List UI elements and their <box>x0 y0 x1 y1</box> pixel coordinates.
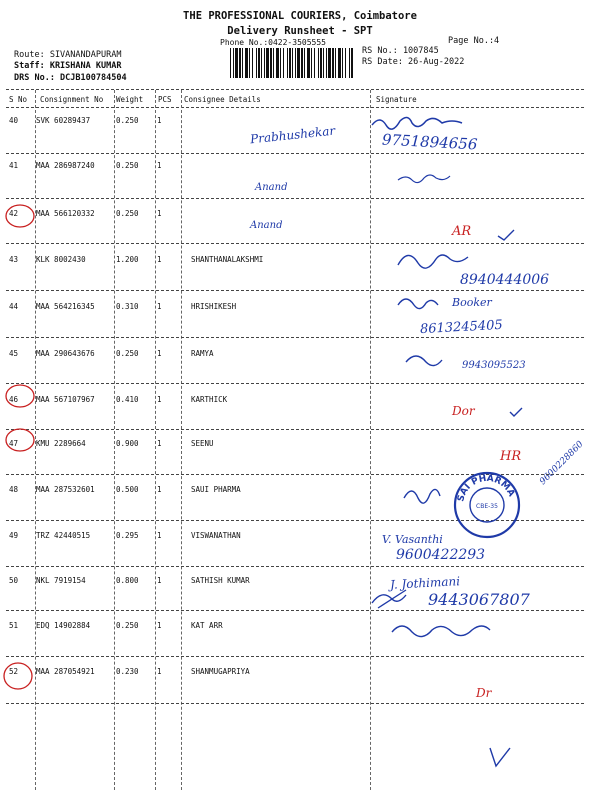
handwritten-note: Booker <box>452 296 492 309</box>
barcode-bar <box>276 48 279 78</box>
row-consignee: VISWANATHAN <box>191 531 241 540</box>
row-pcs: 1 <box>157 531 162 540</box>
header-bottom-rule <box>6 107 584 108</box>
row-consignee: SHANTHANALAKSHMI <box>191 255 264 264</box>
barcode-bar <box>345 48 346 78</box>
row-divider <box>6 656 584 657</box>
row-sno: 40 <box>9 116 19 125</box>
page-number: Page No.:4 <box>448 36 500 46</box>
runsheet-subtitle: Delivery Runsheet - SPT <box>227 25 373 37</box>
row-weight: 0.800 <box>116 576 139 585</box>
barcode-bar <box>287 48 288 78</box>
barcode-bar <box>292 48 293 78</box>
barcode-bar <box>314 48 315 78</box>
row-consignee: HRISHIKESH <box>191 302 237 311</box>
barcode-bar <box>249 48 250 78</box>
col-pcs: PCS <box>158 95 172 104</box>
handwritten-mark: Dr <box>476 686 492 700</box>
row-consignment: MAA 564216345 <box>36 302 95 311</box>
barcode-bar <box>270 48 272 78</box>
row-weight: 0.500 <box>116 485 139 494</box>
row-pcs: 1 <box>157 209 162 218</box>
table-row <box>0 157 600 204</box>
handwritten-name: V. Vasanthi <box>382 533 443 546</box>
row-pcs: 1 <box>157 439 162 448</box>
barcode-bar <box>242 48 243 78</box>
handwritten-name: J. Jothimani <box>389 574 461 592</box>
company-title: THE PROFESSIONAL COURIERS, Coimbatore <box>183 10 417 22</box>
row-weight: 0.250 <box>116 209 139 218</box>
barcode-bar <box>283 48 284 78</box>
row-weight: 0.295 <box>116 531 139 540</box>
barcode-bar <box>335 48 336 78</box>
row-pcs: 1 <box>157 116 162 125</box>
barcode-bar <box>328 48 331 78</box>
phone-number: Phone No.:0422-3505555 <box>220 38 326 47</box>
row-divider <box>6 198 584 199</box>
col-consignment: Consignment No <box>40 95 104 104</box>
col-sno: S No <box>9 95 28 104</box>
row-pcs: 1 <box>157 395 162 404</box>
handwritten-phone: 9943095523 <box>462 360 526 371</box>
rs-number: RS No.: 1007845 <box>362 46 439 56</box>
barcode-bar <box>273 48 274 78</box>
row-weight: 0.310 <box>116 302 139 311</box>
row-consignee: KARTHICK <box>191 395 228 404</box>
rs-date: RS Date: 26-Aug-2022 <box>362 57 465 67</box>
row-sno: 51 <box>9 621 19 630</box>
handwritten-phone: 9751894656 <box>381 130 478 154</box>
barcode-bar <box>307 48 310 78</box>
row-consignment: MAA 287532601 <box>36 485 95 494</box>
barcode-bar <box>323 48 324 78</box>
barcode-bar <box>342 48 343 78</box>
handwritten-phone: 9443067807 <box>428 590 530 609</box>
row-weight: 0.250 <box>116 116 139 125</box>
row-pcs: 1 <box>157 302 162 311</box>
row-consignee: SEENU <box>191 439 214 448</box>
handwritten-phone: 9600228860 <box>538 439 586 488</box>
row-sno: 47 <box>9 439 19 448</box>
table-row <box>0 391 600 438</box>
row-divider <box>6 290 584 291</box>
barcode-bar <box>245 48 248 78</box>
barcode-bar <box>233 48 234 78</box>
row-consignment: MAA 566120332 <box>36 209 95 218</box>
handwritten-phone: 8940444006 <box>460 272 550 288</box>
staff-label: Staff: KRISHANA KUMAR <box>14 61 122 71</box>
row-consignment: MAA 290643676 <box>36 349 95 358</box>
handwritten-mark: HR <box>500 449 522 464</box>
row-sno: 41 <box>9 161 19 170</box>
handwritten-name: Prabhushekar <box>249 123 336 147</box>
row-pcs: 1 <box>157 485 162 494</box>
row-consignment: SVK 60289437 <box>36 116 91 125</box>
table-header <box>0 92 600 108</box>
barcode-bar <box>261 48 262 78</box>
barcode-bar <box>264 48 265 78</box>
handwritten-phone: 9600422293 <box>396 547 486 563</box>
barcode-bar <box>349 48 350 78</box>
barcode-bar <box>266 48 269 78</box>
barcode-bar <box>332 48 334 78</box>
row-consignee: SHANMUGAPRIYA <box>191 667 250 676</box>
row-pcs: 1 <box>157 161 162 170</box>
row-sno: 48 <box>9 485 19 494</box>
row-divider <box>6 610 584 611</box>
row-sno: 52 <box>9 667 19 676</box>
row-sno: 50 <box>9 576 19 585</box>
header-top-rule <box>6 89 584 90</box>
row-pcs: 1 <box>157 621 162 630</box>
barcode-bar <box>258 48 260 78</box>
barcode-bar <box>326 48 327 78</box>
barcode <box>230 48 354 78</box>
barcode-bar <box>304 48 305 78</box>
handwritten-name: Anand <box>255 182 288 193</box>
barcode-bar <box>318 48 319 78</box>
barcode-bar <box>297 48 300 78</box>
row-weight: 0.250 <box>116 621 139 630</box>
col-signature: Signature <box>376 95 417 104</box>
row-pcs: 1 <box>157 667 162 676</box>
row-weight: 0.250 <box>116 161 139 170</box>
row-divider <box>6 429 584 430</box>
barcode-bar <box>289 48 291 78</box>
row-sno: 46 <box>9 395 19 404</box>
row-pcs: 1 <box>157 349 162 358</box>
row-weight: 0.230 <box>116 667 139 676</box>
row-divider <box>6 383 584 384</box>
row-pcs: 1 <box>157 255 162 264</box>
handwritten-phone: 8613245405 <box>419 317 504 338</box>
handwritten-name: Anand <box>250 220 283 231</box>
row-consignment: MAA 567107967 <box>36 395 95 404</box>
row-divider <box>6 566 584 567</box>
barcode-bar <box>252 48 253 78</box>
row-sno: 44 <box>9 302 19 311</box>
row-divider <box>6 337 584 338</box>
col-weight: Weight <box>116 95 144 104</box>
barcode-bar <box>230 48 231 78</box>
row-divider <box>6 520 584 521</box>
row-consignment: TRZ 42440515 <box>36 531 91 540</box>
stamp-text: SAI PHARMA <box>456 473 517 503</box>
stamp-code: CBE-35 <box>476 503 498 510</box>
row-divider <box>6 703 584 704</box>
row-consignment: KLK 8002430 <box>36 255 86 264</box>
route-label: Route: SIVANANDAPURAM <box>14 50 122 60</box>
barcode-bar <box>338 48 341 78</box>
row-divider <box>6 243 584 244</box>
row-weight: 0.250 <box>116 349 139 358</box>
row-sno: 45 <box>9 349 19 358</box>
row-consignment: MAA 286987240 <box>36 161 95 170</box>
barcode-bar <box>295 48 296 78</box>
row-sno: 42 <box>9 209 19 218</box>
col-consignee: Consignee Details <box>184 95 261 104</box>
barcode-bar <box>280 48 281 78</box>
barcode-bar <box>311 48 312 78</box>
row-consignment: NKL 7919154 <box>36 576 86 585</box>
row-consignee: KAT ARR <box>191 621 223 630</box>
table-row <box>0 205 600 252</box>
barcode-bar <box>256 48 257 78</box>
row-sno: 43 <box>9 255 19 264</box>
row-weight: 0.900 <box>116 439 139 448</box>
row-weight: 1.200 <box>116 255 139 264</box>
row-divider <box>6 474 584 475</box>
row-consignment: EDQ 14902884 <box>36 621 91 630</box>
handwritten-mark: Dor <box>452 404 475 418</box>
row-sno: 49 <box>9 531 19 540</box>
handwritten-mark: AR <box>452 224 472 239</box>
row-consignee: RAMYA <box>191 349 214 358</box>
barcode-bar <box>351 48 353 78</box>
row-consignee: SAUI PHARMA <box>191 485 241 494</box>
row-consignment: KMU 2289664 <box>36 439 86 448</box>
check-mark <box>490 748 510 766</box>
barcode-bar <box>320 48 322 78</box>
barcode-bar <box>301 48 303 78</box>
row-divider <box>6 153 584 154</box>
barcode-bar <box>235 48 238 78</box>
row-pcs: 1 <box>157 576 162 585</box>
row-consignee: SATHISH KUMAR <box>191 576 250 585</box>
row-weight: 0.410 <box>116 395 139 404</box>
drs-number: DRS No.: DCJB100784504 <box>14 73 127 83</box>
row-consignment: MAA 287054921 <box>36 667 95 676</box>
barcode-bar <box>239 48 241 78</box>
